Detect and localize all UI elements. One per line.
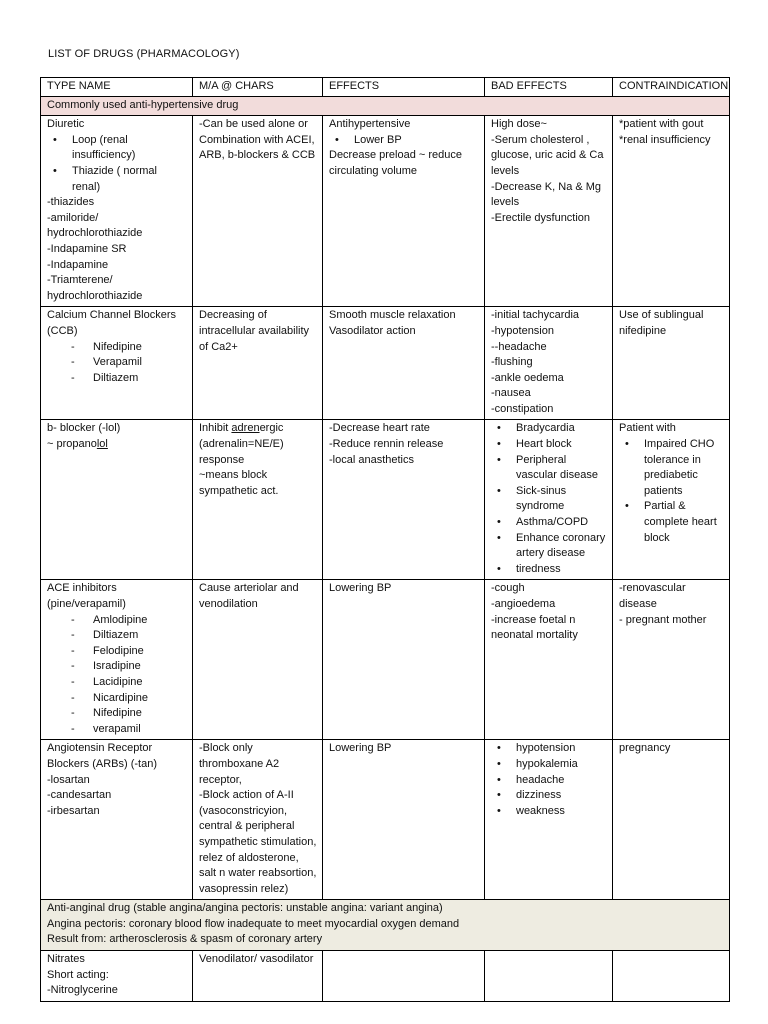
list-item: -Block action of A-II (vasoconstricyion, central & peripheral sympathetic stimulation, relez of aldosterone, salt n water reabsortion, vasopressin relez) [199, 789, 317, 895]
section-label: Commonly used anti-hypertensive drug [41, 96, 730, 116]
type-dash-list [47, 340, 187, 387]
cell-contraindication [613, 580, 730, 740]
contra-title: Patient with [619, 422, 676, 435]
list-item: - pregnant mother [619, 613, 707, 626]
cell-bad-effects [485, 116, 613, 307]
type-dash-list [47, 613, 187, 738]
list-item: -Reduce rennin release [329, 438, 444, 451]
list-item: High dose~ [491, 118, 547, 131]
type-title: b- blocker (-lol) [47, 422, 121, 435]
type-example-prefix: ~ propano [47, 438, 97, 451]
list-item: • Loop (renal insufficiency) [72, 133, 187, 164]
list-item: -Triamterene/ hydrochlorothiazide [47, 274, 143, 302]
list-item: - Nicardipine [93, 691, 187, 707]
header-ma-chars: M/A @ CHARS [193, 78, 323, 97]
cell-type-name [41, 740, 193, 900]
cell-contraindication [613, 420, 730, 580]
type-title: Calcium Channel Blockers (CCB) [47, 309, 176, 337]
list-item: - Verapamil [93, 355, 187, 371]
cell-bad-effects [485, 580, 613, 740]
header-effects: EFFECTS [323, 78, 485, 97]
list-item: *patient with gout [619, 118, 704, 131]
cell-contraindication [613, 951, 730, 1002]
list-item: -Block only thromboxane A2 receptor, [199, 742, 280, 786]
ma-text-underlined: adren [231, 422, 260, 435]
list-item: -cough [491, 582, 525, 595]
cell-effects [323, 307, 485, 420]
list-item: -irbesartan [47, 804, 100, 817]
type-title: Nitrates [47, 953, 85, 966]
list-item: • tiredness [516, 562, 607, 578]
list-item: Decrease preload ~ reduce circulating volume [329, 149, 462, 177]
list-item: - Nifedipine [93, 340, 187, 356]
list-item: -Indapamine SR [47, 242, 127, 255]
list-item: Vasodilator action [329, 324, 416, 337]
list-item: -initial tachycardia [491, 309, 580, 322]
cell-ma-chars: Decreasing of intracellular availability of Ca2+ [193, 307, 323, 420]
cell-effects [323, 951, 485, 1002]
cell-effects [323, 420, 485, 580]
drug-table [40, 77, 730, 1002]
cell-type-name [41, 580, 193, 740]
list-item: • hypotension [516, 741, 607, 757]
table-row-diuretic [41, 116, 730, 307]
cell-effects: Lowering BP [323, 580, 485, 740]
list-item: -nausea [491, 387, 531, 400]
list-item: - Isradipine [93, 659, 187, 675]
type-title: Angiotensin Receptor Blockers (ARBs) (-tan) [47, 742, 158, 770]
cell-contraindication [613, 116, 730, 307]
list-item: --headache [491, 340, 547, 353]
cell-effects [323, 116, 485, 307]
section-antianginal [41, 900, 730, 951]
bad-effects-bullets [491, 741, 607, 819]
cell-type-name [41, 307, 193, 420]
list-item: • dizziness [516, 788, 607, 804]
type-title: Diuretic [47, 118, 85, 131]
type-bullets [47, 133, 187, 195]
ma-text-b: ergic (adrenalin=NE/E) response [199, 422, 284, 466]
cell-ma-chars [193, 740, 323, 900]
bad-effects-bullets [491, 421, 607, 577]
table-row-nitrates [41, 951, 730, 1002]
list-item: • headache [516, 773, 607, 789]
section-label [41, 900, 730, 951]
section-line: Angina pectoris: coronary blood flow inadequate to meet myocardial oxygen demand [47, 917, 460, 930]
list-item: • Sick-sinus syndrome [516, 484, 607, 515]
list-item: -Erectile dysfunction [491, 211, 591, 224]
list-item: • Partial & complete heart block [644, 499, 724, 546]
type-example [47, 437, 187, 453]
header-contraindication: CONTRAINDICATION [613, 78, 730, 97]
ma-text-c: ~means block sympathetic act. [199, 469, 279, 497]
header-bad-effects: BAD EFFECTS [485, 78, 613, 97]
list-item: -candesartan [47, 789, 112, 802]
cell-effects: Lowering BP [323, 740, 485, 900]
list-item: Short acting: [47, 968, 109, 981]
list-item: -flushing [491, 356, 533, 369]
list-item: - Amlodipine [93, 613, 187, 629]
list-item: -Decrease K, Na & Mg levels [491, 180, 602, 209]
cell-contraindication: Use of sublingual nifedipine [613, 307, 730, 420]
list-item: -renovascular disease [619, 582, 686, 610]
table-row-ace-inhibitors [41, 580, 730, 740]
effects-bullets [329, 133, 479, 149]
page-title: LIST OF DRUGS (PHARMACOLOGY) [48, 48, 240, 60]
section-antihypertensive [41, 96, 730, 116]
type-example-suffix: lol [96, 438, 108, 451]
list-item: -angioedema [491, 598, 556, 610]
cell-contraindication: pregnancy [613, 740, 730, 900]
effects-title: Antihypertensive [329, 118, 411, 131]
ma-text-a: Inhibit [199, 422, 232, 435]
list-item: - Nifedipine [93, 706, 187, 722]
list-item: -Decrease heart rate [329, 422, 430, 435]
list-item: -losartan [47, 773, 90, 786]
list-item: • Thiazide ( normal renal) [72, 164, 187, 195]
list-item: • Asthma/COPD [516, 515, 607, 531]
cell-ma-chars [193, 420, 323, 580]
cell-type-name [41, 420, 193, 580]
type-title: ACE inhibitors (pine/verapamil) [47, 582, 126, 610]
table-row-ccb [41, 307, 730, 420]
cell-type-name [41, 951, 193, 1002]
list-item: -amiloride/ hydrochlorothiazide [47, 211, 143, 240]
list-item: - Diltiazem [93, 628, 187, 644]
cell-bad-effects [485, 951, 613, 1002]
table-row-arbs [41, 740, 730, 900]
section-line: Result from: artherosclerosis & spasm of coronary artery [47, 933, 323, 946]
list-item: -Serum cholesterol , glucose, uric acid & Ca levels [491, 133, 604, 177]
contra-bullets [619, 437, 724, 546]
list-item: • weakness [516, 804, 607, 820]
list-item: -thiazides [47, 196, 95, 209]
list-item: • Impaired CHO tolerance in prediabetic patients [644, 437, 724, 499]
list-item: • Heart block [516, 437, 607, 453]
list-item: • Peripheral vascular disease [516, 453, 607, 484]
cell-type-name [41, 116, 193, 307]
list-item: -hypotension [491, 324, 554, 337]
cell-bad-effects [485, 307, 613, 420]
list-item: Smooth muscle relaxation [329, 309, 456, 322]
list-item: - Lacidipine [93, 675, 187, 691]
list-item: *renal insufficiency [619, 133, 711, 146]
list-item: - Diltiazem [93, 371, 187, 387]
list-item: • Lower BP [354, 133, 479, 149]
list-item: • hypokalemia [516, 757, 607, 773]
list-item: -local anasthetics [329, 453, 414, 466]
cell-ma-chars: Venodilator/ vasodilator [193, 951, 323, 1002]
list-item: -constipation [491, 402, 554, 415]
list-item: -Nitroglycerine [47, 984, 118, 997]
cell-ma-chars: -Can be used alone or Combination with ACEI, ARB, b-blockers & CCB [193, 116, 323, 307]
section-line: Anti-anginal drug (stable angina/angina pectoris: unstable angina: variant angina) [47, 902, 443, 915]
list-item: - Felodipine [93, 644, 187, 660]
list-item: • Bradycardia [516, 421, 607, 437]
table-row-b-blocker [41, 420, 730, 580]
list-item: - verapamil [93, 722, 187, 738]
list-item: • Enhance coronary artery disease [516, 531, 607, 562]
list-item: -Indapamine [47, 258, 109, 271]
header-type-name: TYPE NAME [41, 78, 193, 97]
cell-bad-effects [485, 420, 613, 580]
cell-ma-chars: Cause arteriolar and venodilation [193, 580, 323, 740]
cell-bad-effects [485, 740, 613, 900]
list-item: -increase foetal n neonatal mortality [491, 613, 578, 642]
list-item: -ankle oedema [491, 371, 564, 384]
header-row [41, 78, 730, 97]
